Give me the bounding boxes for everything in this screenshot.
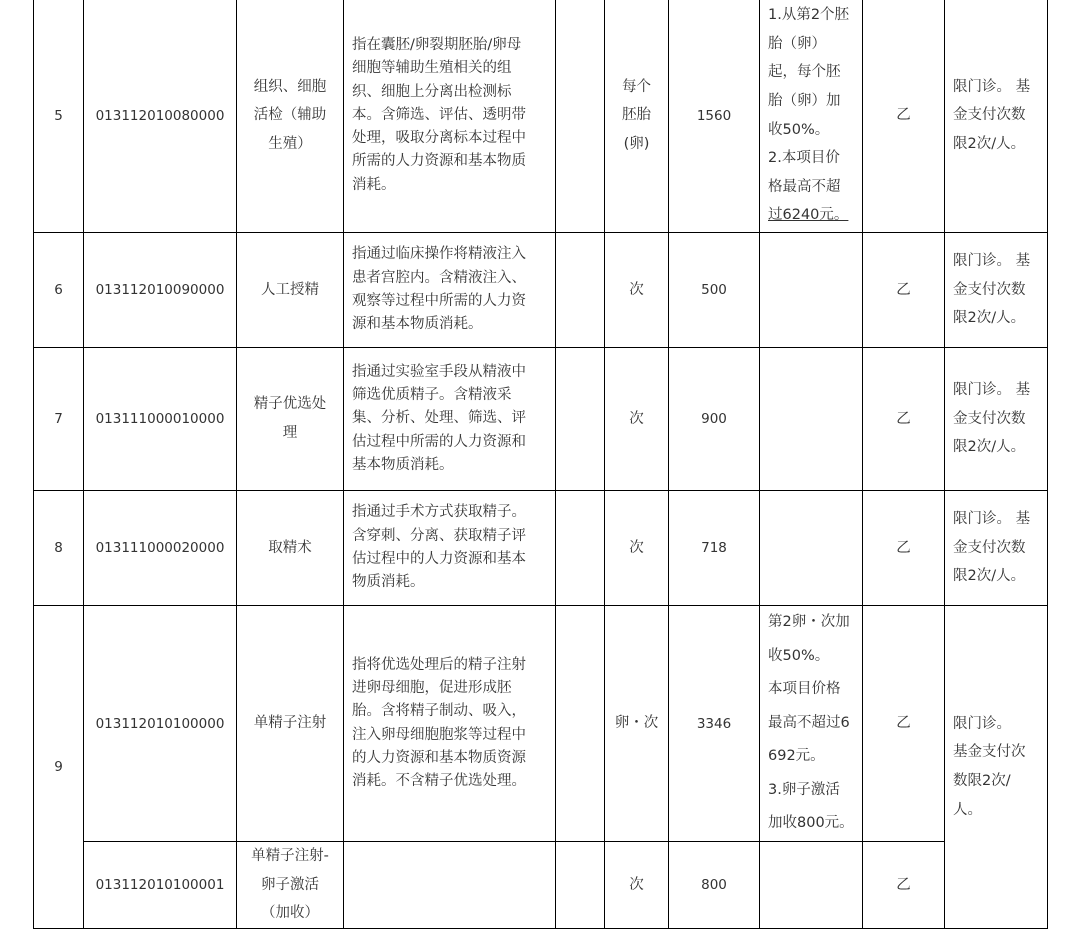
pricing-unit: 次 — [605, 233, 669, 348]
remark: 限门诊。 基 金支付次数 限2次/人。 — [945, 491, 1048, 606]
empty-cell — [556, 0, 605, 233]
empty-cell — [556, 348, 605, 491]
insurance-class: 乙 — [863, 348, 945, 491]
insurance-class: 乙 — [863, 0, 945, 233]
item-name: 精子优选处 理 — [237, 348, 344, 491]
item-name: 人工授精 — [237, 233, 344, 348]
item-code: 013112010080000 — [84, 0, 237, 233]
remark: 限门诊。 基 金支付次数 限2次/人。 — [945, 233, 1048, 348]
price: 500 — [669, 233, 760, 348]
pricing-note: 1.从第2个胚 胎（卵） 起，每个胚 胎（卵）加 收50%。 2.本项目价 格最高不超 过6240元。 — [760, 0, 863, 233]
empty-cell — [556, 606, 605, 842]
empty-cell — [556, 233, 605, 348]
table-row — [34, 233, 1048, 348]
insurance-class: 乙 — [863, 233, 945, 348]
pricing-note — [760, 842, 863, 929]
item-code: 013111000010000 — [84, 348, 237, 491]
insurance-class: 乙 — [863, 842, 945, 929]
pricing-note — [760, 348, 863, 491]
remark: 限门诊。 基 金支付次数 限2次/人。 — [945, 0, 1048, 233]
pricing-unit: 次 — [605, 348, 669, 491]
price: 800 — [669, 842, 760, 929]
item-name: 取精术 — [237, 491, 344, 606]
price: 1560 — [669, 0, 760, 233]
pricing-note — [760, 233, 863, 348]
price: 3346 — [669, 606, 760, 842]
pricing-note — [760, 491, 863, 606]
table-row — [34, 491, 1048, 606]
insurance-class: 乙 — [863, 606, 945, 842]
table-row — [34, 348, 1048, 491]
empty-cell — [556, 491, 605, 606]
item-code: 013111000020000 — [84, 491, 237, 606]
table-row — [34, 606, 1048, 842]
item-description: 指通过临床操作将精液注入 患者宫腔内。含精液注入、 观察等过程中所需的人力资 源和基本物质消耗。 — [344, 233, 556, 348]
empty-cell — [556, 842, 605, 929]
price: 900 — [669, 348, 760, 491]
item-description: 指在囊胚/卵裂期胚胎/卵母 细胞等辅助生殖相关的组 织、细胞上分离出检测标 本。含筛选、评估、透明带 处理，吸取分离标本过程中 所需的人力资源和基本物质 消耗。 — [344, 0, 556, 233]
table-row — [34, 0, 1048, 233]
price: 718 — [669, 491, 760, 606]
item-description: 指将优选处理后的精子注射 进卵母细胞，促进形成胚 胎。含将精子制动、吸入， 注入卵母细胞胞浆等过程中 的人力资源和基本物质资源 消耗。不含精子优选处理。 — [344, 606, 556, 842]
item-name: 单精子注射 — [237, 606, 344, 842]
pricing-unit: 每个 胚胎 (卵) — [605, 0, 669, 233]
fee-table — [33, 0, 1048, 929]
pricing-unit: 次 — [605, 491, 669, 606]
row-number: 7 — [34, 348, 84, 491]
pricing-unit: 卵・次 — [605, 606, 669, 842]
row-number: 5 — [34, 0, 84, 233]
insurance-class: 乙 — [863, 491, 945, 606]
pricing-note: 第2卵・次加 收50%。 本项目价格 最高不超过6 692元。 3.卵子激活 加收800元。 — [760, 606, 863, 842]
remark: 限门诊。 基 金支付次数 限2次/人。 — [945, 348, 1048, 491]
item-code: 013112010090000 — [84, 233, 237, 348]
item-name: 组织、细胞 活检（辅助 生殖） — [237, 0, 344, 233]
row-number: 8 — [34, 491, 84, 606]
row-number: 9 — [34, 606, 84, 929]
item-code: 013112010100001 — [84, 842, 237, 929]
table-row — [34, 842, 1048, 929]
item-code: 013112010100000 — [84, 606, 237, 842]
pricing-unit: 次 — [605, 842, 669, 929]
item-name: 单精子注射- 卵子激活 （加收） — [237, 842, 344, 929]
item-description: 指通过实验室手段从精液中 筛选优质精子。含精液采 集、分析、处理、筛选、评 估过程中所需的人力资源和 基本物质消耗。 — [344, 348, 556, 491]
item-description: 指通过手术方式获取精子。 含穿刺、分离、获取精子评 估过程中的人力资源和基本 物质消耗。 — [344, 491, 556, 606]
row-number: 6 — [34, 233, 84, 348]
item-description — [344, 842, 556, 929]
remark: 限门诊。 基金支付次 数限2次/ 人。 — [945, 606, 1048, 929]
